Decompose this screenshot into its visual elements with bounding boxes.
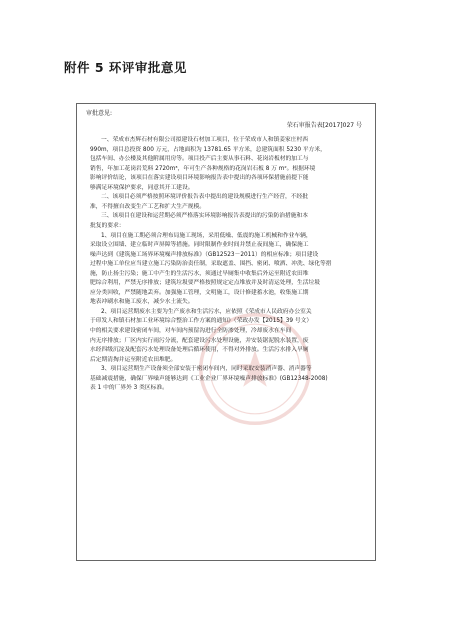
approval-text-line: 一、荣成市杰辉石材有限公司拟建设石材加工项目，位于荣成市人和镇姜家庄村西 xyxy=(101,137,308,143)
approval-text-line: 地表冲刷水和施工废水，减少水土流失。 xyxy=(90,299,194,306)
approval-text-line: 准，不得擅自改变生产工艺和扩大生产规模。 xyxy=(90,203,205,210)
approval-text-line: 影响评价结论，该项目在落实建设项目环境影响报告表中提出的各项环保措施前提下能 xyxy=(90,175,309,182)
approval-text-line: 过程中施工单位应当建立施工污染防治责任制，采取遮盖、围挡、密闭、喷洒、冲洗、绿化等措 xyxy=(90,261,332,268)
approval-text-line: 1、项目在施工期必须合理布局施工现场，采用低噪、低震的施工机械和作业车辆， xyxy=(101,232,312,239)
approval-text-line: 2、项目运营期废水主要为生产废水和生活污水，应依照《荣成市人民政府办公室关 xyxy=(101,308,312,315)
approval-text-line: 够满足环境保护要求，同意其开工建设。 xyxy=(90,184,194,191)
approval-text-line: 批复的要求： xyxy=(90,222,125,229)
approval-text-line: 采取设立围墙、建立临时声屏障等措施。同时限制作业时间并禁止夜间施工，确保施工 xyxy=(90,242,309,249)
approval-text-line: 噪声达到《建筑施工场界环境噪声排放标准》（GB12523－2011）的相应标准；项目建设 xyxy=(90,251,319,258)
approval-text-line: 中的相关要求建设密闭车间，对车间内预留沟进行全防渗处理，冷却废水在车间 xyxy=(90,328,292,334)
approval-text-line: 内无序排放；厂区内实行雨污分流，配套建设污水处理设施，并安装锯泥脱水装置，废 xyxy=(90,337,309,344)
approval-text-line: 基础减震措施，确保厂界噪声能够达到《工业企业厂界环境噪声排放标准》(GB12348-2008) xyxy=(90,375,328,382)
approval-text-line: 水经四级沉淀及配套污水处理设备处理后循环使用，不得对外排放。生活污水排入旱厕 xyxy=(90,347,309,354)
approval-text-line: 后定期清掏并运至附近农田堆肥。 xyxy=(90,356,177,363)
attachment-title: 附件 5 环评审批意见 xyxy=(64,60,187,75)
approval-text-line: 3、项目运营期生产设备须全部安装于密闭车间内，同时采取安装消声器、消声器等 xyxy=(101,366,312,373)
approval-text-line: 包括车间、办公楼及其他附属用房等。项目投产后主要从事石料、花岗岩板材的加工与 xyxy=(90,156,309,163)
approval-text-line: 应分类回收，严禁随地丢弃。加强施工管理，文明施工，设计修建蓄水池，收集施工期 xyxy=(90,289,309,296)
approval-label: 审批意见: xyxy=(86,110,113,117)
approval-text-line: 三、该项目在建设和运营期必须严格落实环境影响报告表提出的污染防治措施和本 xyxy=(101,213,308,220)
approval-text-line: 二、该项目必须严格按照环境评价报告表中提出的建设规模进行生产经营，不经批 xyxy=(101,194,308,201)
approval-text-line: 肥综合利用，严禁无序排放；建筑垃圾要严格按照规定定点堆放并及时清运处理，生活垃圾 xyxy=(90,280,320,287)
approval-text-line: 990m，项目总投资 800 万元，占地面积为 13781.65 平方米，总建筑面积 5230 平方米， xyxy=(90,146,326,153)
document-number: 荣石审报告表[2017]027 号 xyxy=(286,122,362,129)
approval-text-line: 施，防止扬尘污染；施工中产生的生活污水，须通过旱厕集中收集后外运至附近农田堆 xyxy=(90,270,309,277)
approval-text-line: 表 1 中的厂界外 3 类区标准。 xyxy=(90,385,168,392)
approval-text-line: 销售，年加工花岗岩荒料 2720m³，年可生产各种规格的花岗岩石板 8 万 m²。根据环境 xyxy=(90,165,316,172)
approval-text-line: 于印发人和镇石材加工业环境综合整治工作方案的通知》（荣政办发【2015】39 号文） xyxy=(90,318,313,325)
